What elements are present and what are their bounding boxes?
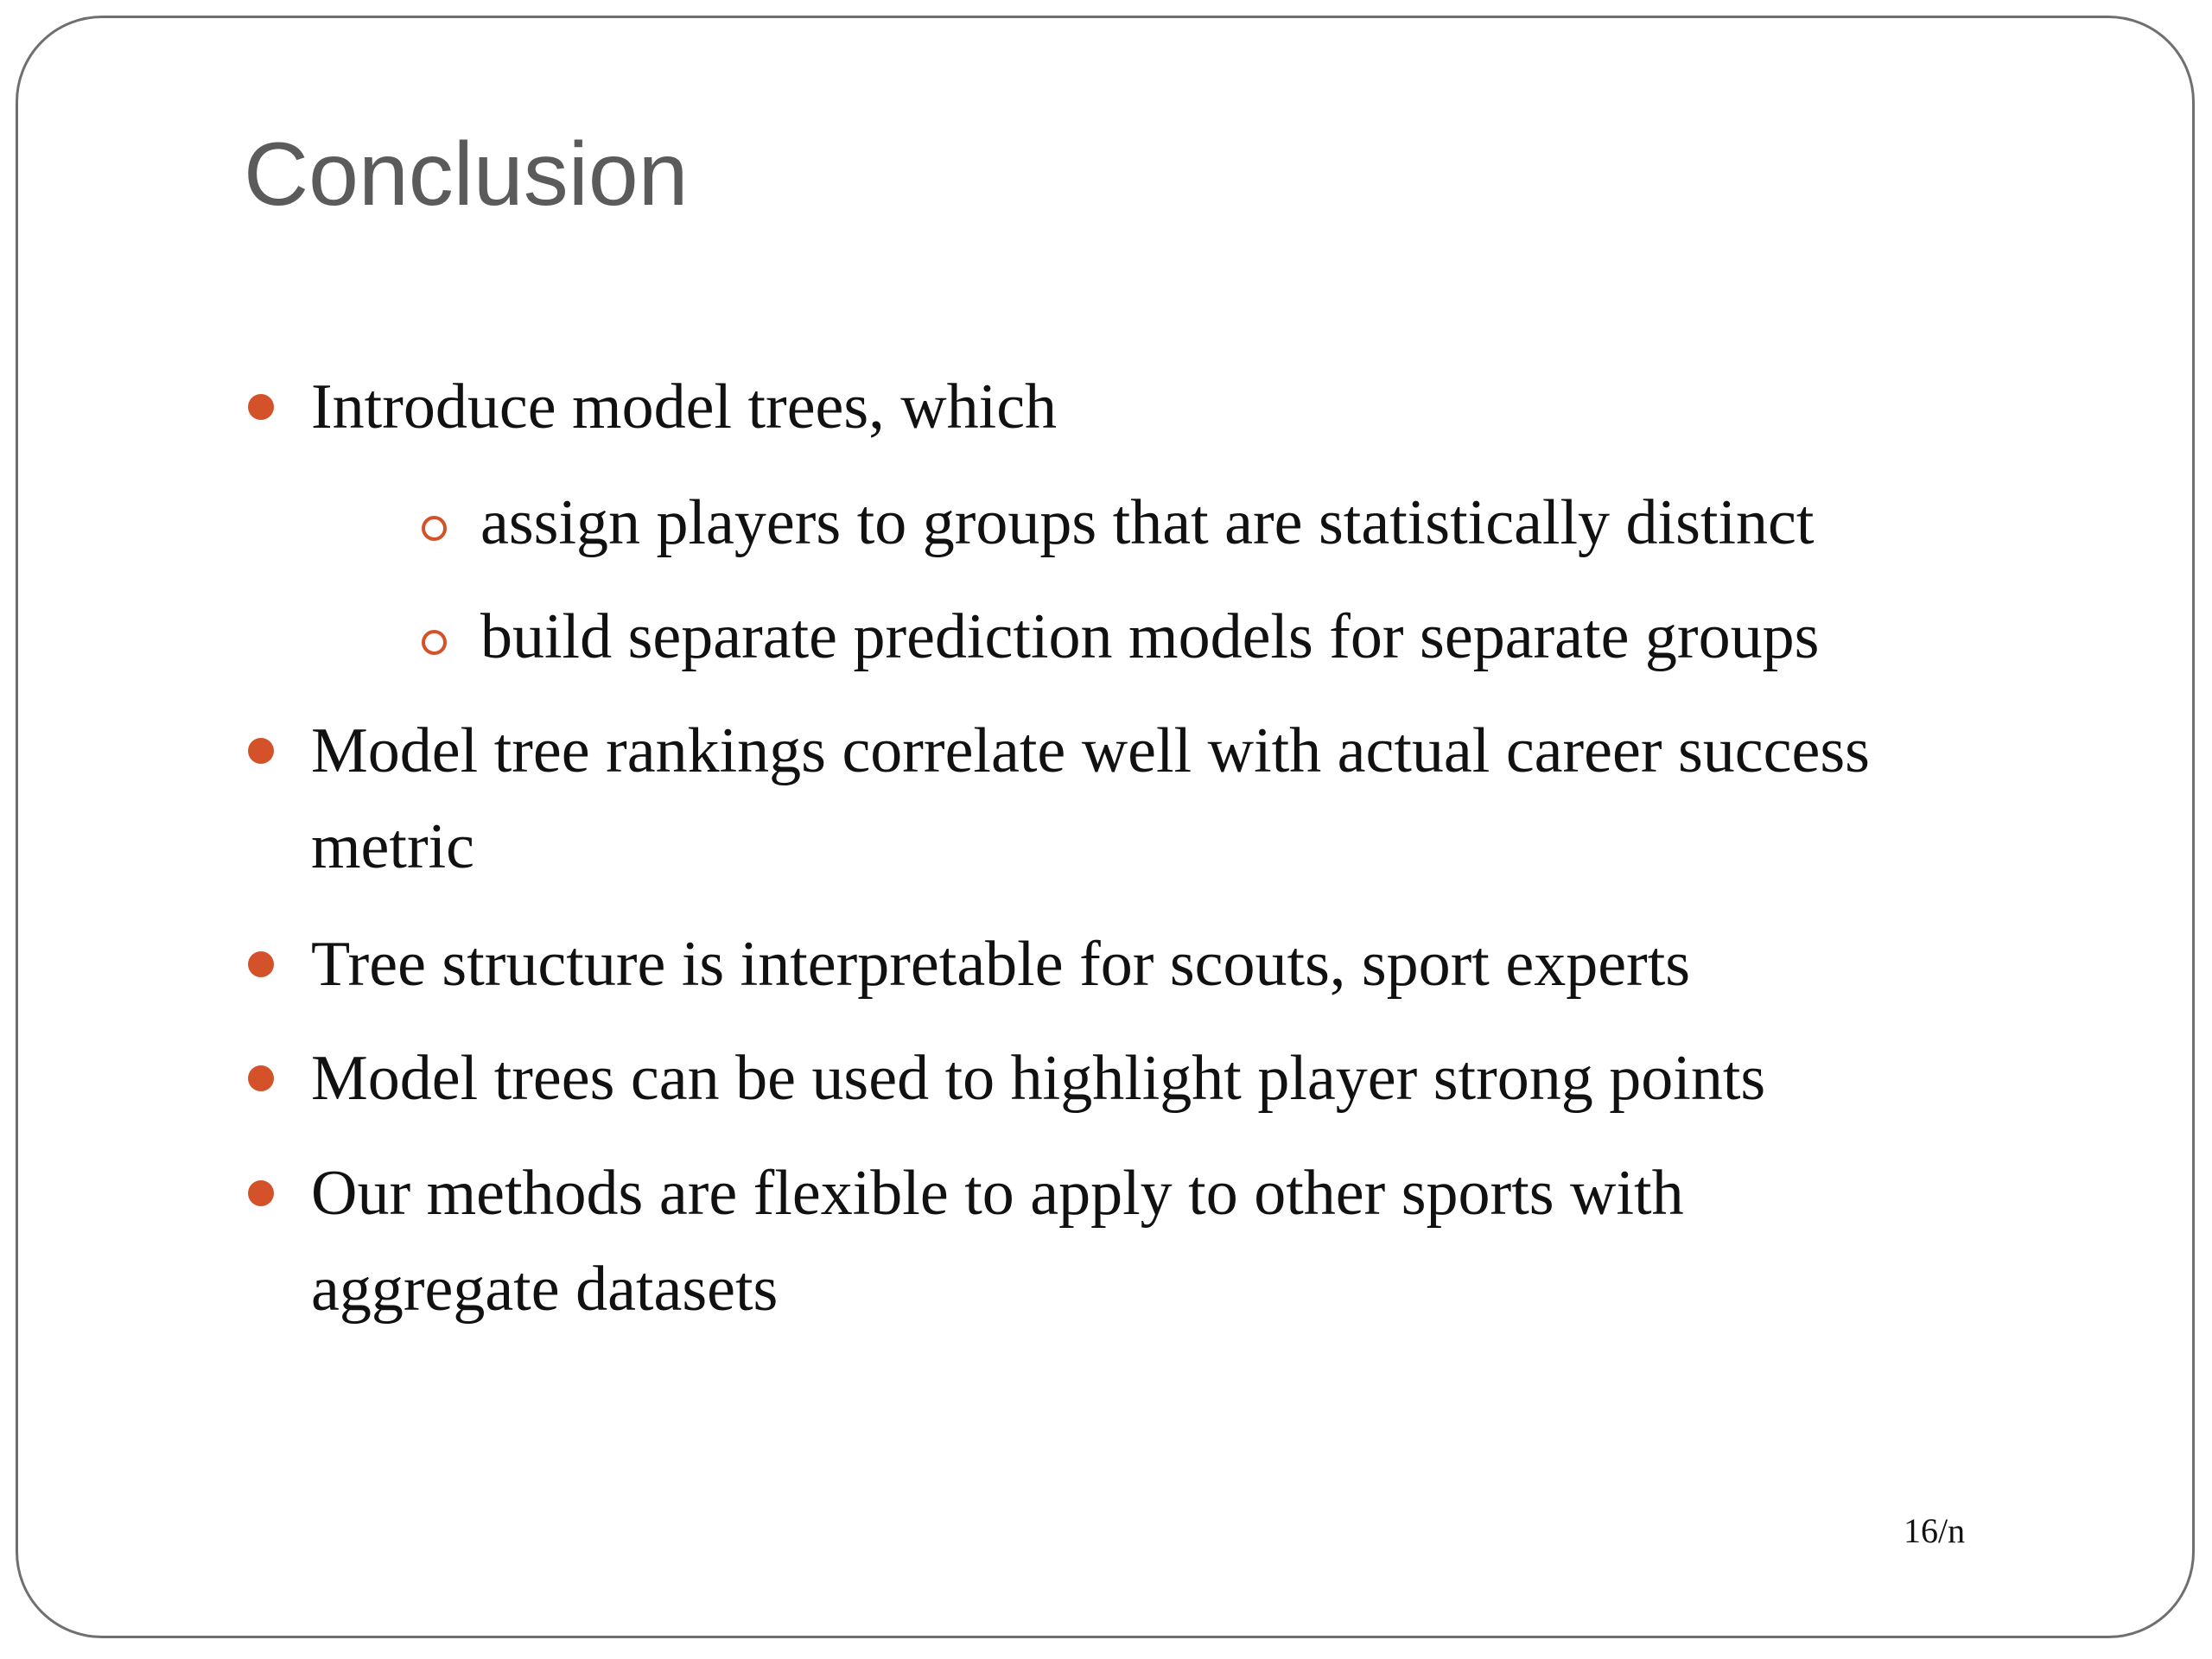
bullet-dot-icon: [248, 738, 274, 764]
sub-bullet-ring-icon: [422, 630, 447, 655]
bullet-text: Model trees can be used to highlight player strong points: [311, 1043, 1766, 1114]
page-number: 16/n: [1904, 1511, 1966, 1550]
bullet-dot-icon: [248, 1180, 274, 1206]
bullet-dot-icon: [248, 951, 274, 977]
sub-bullet-text: assign players to groups that are statistically distinct: [480, 487, 1815, 558]
bullet-text: Tree structure is interpretable for scouts, sport experts: [311, 929, 1691, 1000]
bullet-text: Introduce model trees, which: [311, 372, 1058, 442]
bullet-dot-icon: [248, 394, 274, 420]
bullet-text-continuation: aggregate datasets: [311, 1254, 779, 1325]
bullet-text-continuation: metric: [311, 811, 475, 882]
bullet-text: Model tree rankings correlate well with actual career success: [311, 715, 1870, 786]
sub-bullet-ring-icon: [422, 516, 447, 541]
sub-bullet-text: build separate prediction models for separate groups: [480, 601, 1820, 672]
bullet-text: Our methods are flexible to apply to other sports with: [311, 1158, 1684, 1229]
bullet-dot-icon: [248, 1065, 274, 1091]
slide-title: Conclusion: [244, 124, 689, 225]
